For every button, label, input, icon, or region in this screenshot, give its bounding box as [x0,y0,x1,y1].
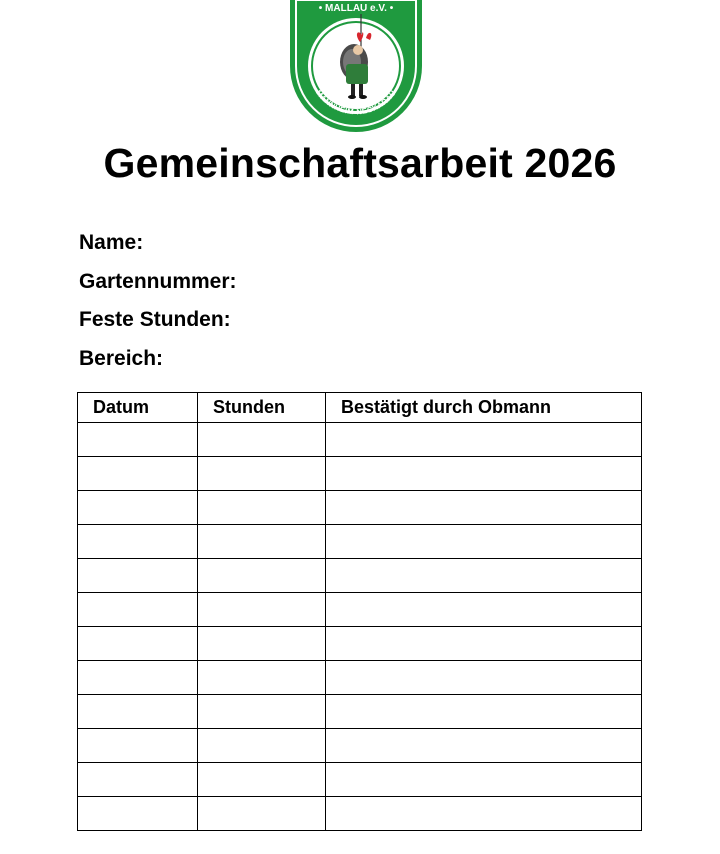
table-header-row [78,393,642,423]
cell-confirmed-by[interactable] [326,593,642,627]
table-row [78,729,642,763]
cell-confirmed-by[interactable] [326,763,642,797]
cell-date[interactable] [78,525,198,559]
table-row [78,491,642,525]
cell-hours[interactable] [198,661,326,695]
cell-hours[interactable] [198,491,326,525]
cell-confirmed-by[interactable] [326,627,642,661]
table-row [78,593,642,627]
cell-confirmed-by[interactable] [326,457,642,491]
cell-hours[interactable] [198,457,326,491]
table-row [78,661,642,695]
cell-date[interactable] [78,627,198,661]
cell-confirmed-by[interactable] [326,525,642,559]
cell-confirmed-by[interactable] [326,491,642,525]
column-header-hours: Stunden [198,393,326,423]
table-row [78,797,642,831]
cell-hours[interactable] [198,627,326,661]
form-fields [79,228,237,382]
table-row [78,559,642,593]
cell-confirmed-by[interactable] [326,797,642,831]
cell-confirmed-by[interactable] [326,559,642,593]
cell-date[interactable] [78,797,198,831]
cell-hours[interactable] [198,423,326,457]
table-body [78,423,642,831]
table-row [78,525,642,559]
cell-date[interactable] [78,729,198,763]
cell-date[interactable] [78,491,198,525]
table-row [78,695,642,729]
cell-hours[interactable] [198,525,326,559]
field-area-label: Bereich: [79,346,164,370]
page-title: Gemeinschaftsarbeit 2026 [103,140,617,186]
cell-hours[interactable] [198,763,326,797]
cell-hours[interactable] [198,593,326,627]
table-row [78,423,642,457]
hours-table [77,392,642,831]
cell-date[interactable] [78,457,198,491]
field-garden-number-label: Gartennummer: [79,269,237,293]
cell-confirmed-by[interactable] [326,661,642,695]
cell-date[interactable] [78,559,198,593]
cell-hours[interactable] [198,729,326,763]
svg-text:MANNHEIM-NECKARAU: MANNHEIM-NECKARAU [314,88,398,117]
svg-text:• MALLAU e.V. •: • MALLAU e.V. • [318,3,394,14]
cell-confirmed-by[interactable] [326,695,642,729]
field-name-label: Name: [79,231,144,254]
cell-hours[interactable] [198,797,326,831]
table-row [78,627,642,661]
cell-date[interactable] [78,695,198,729]
table-row [78,763,642,797]
cell-date[interactable] [78,593,198,627]
cell-hours[interactable] [198,559,326,593]
cell-hours[interactable] [198,695,326,729]
column-header-confirmed-by: Bestätigt durch Obmann [326,393,642,423]
table-row [78,457,642,491]
cell-date[interactable] [78,661,198,695]
cell-date[interactable] [78,423,198,457]
field-fixed-hours-label: Feste Stunden: [79,308,231,331]
column-header-date: Datum [78,393,198,423]
cell-confirmed-by[interactable] [326,729,642,763]
club-logo [288,0,424,134]
cell-date[interactable] [78,763,198,797]
cell-confirmed-by[interactable] [326,423,642,457]
